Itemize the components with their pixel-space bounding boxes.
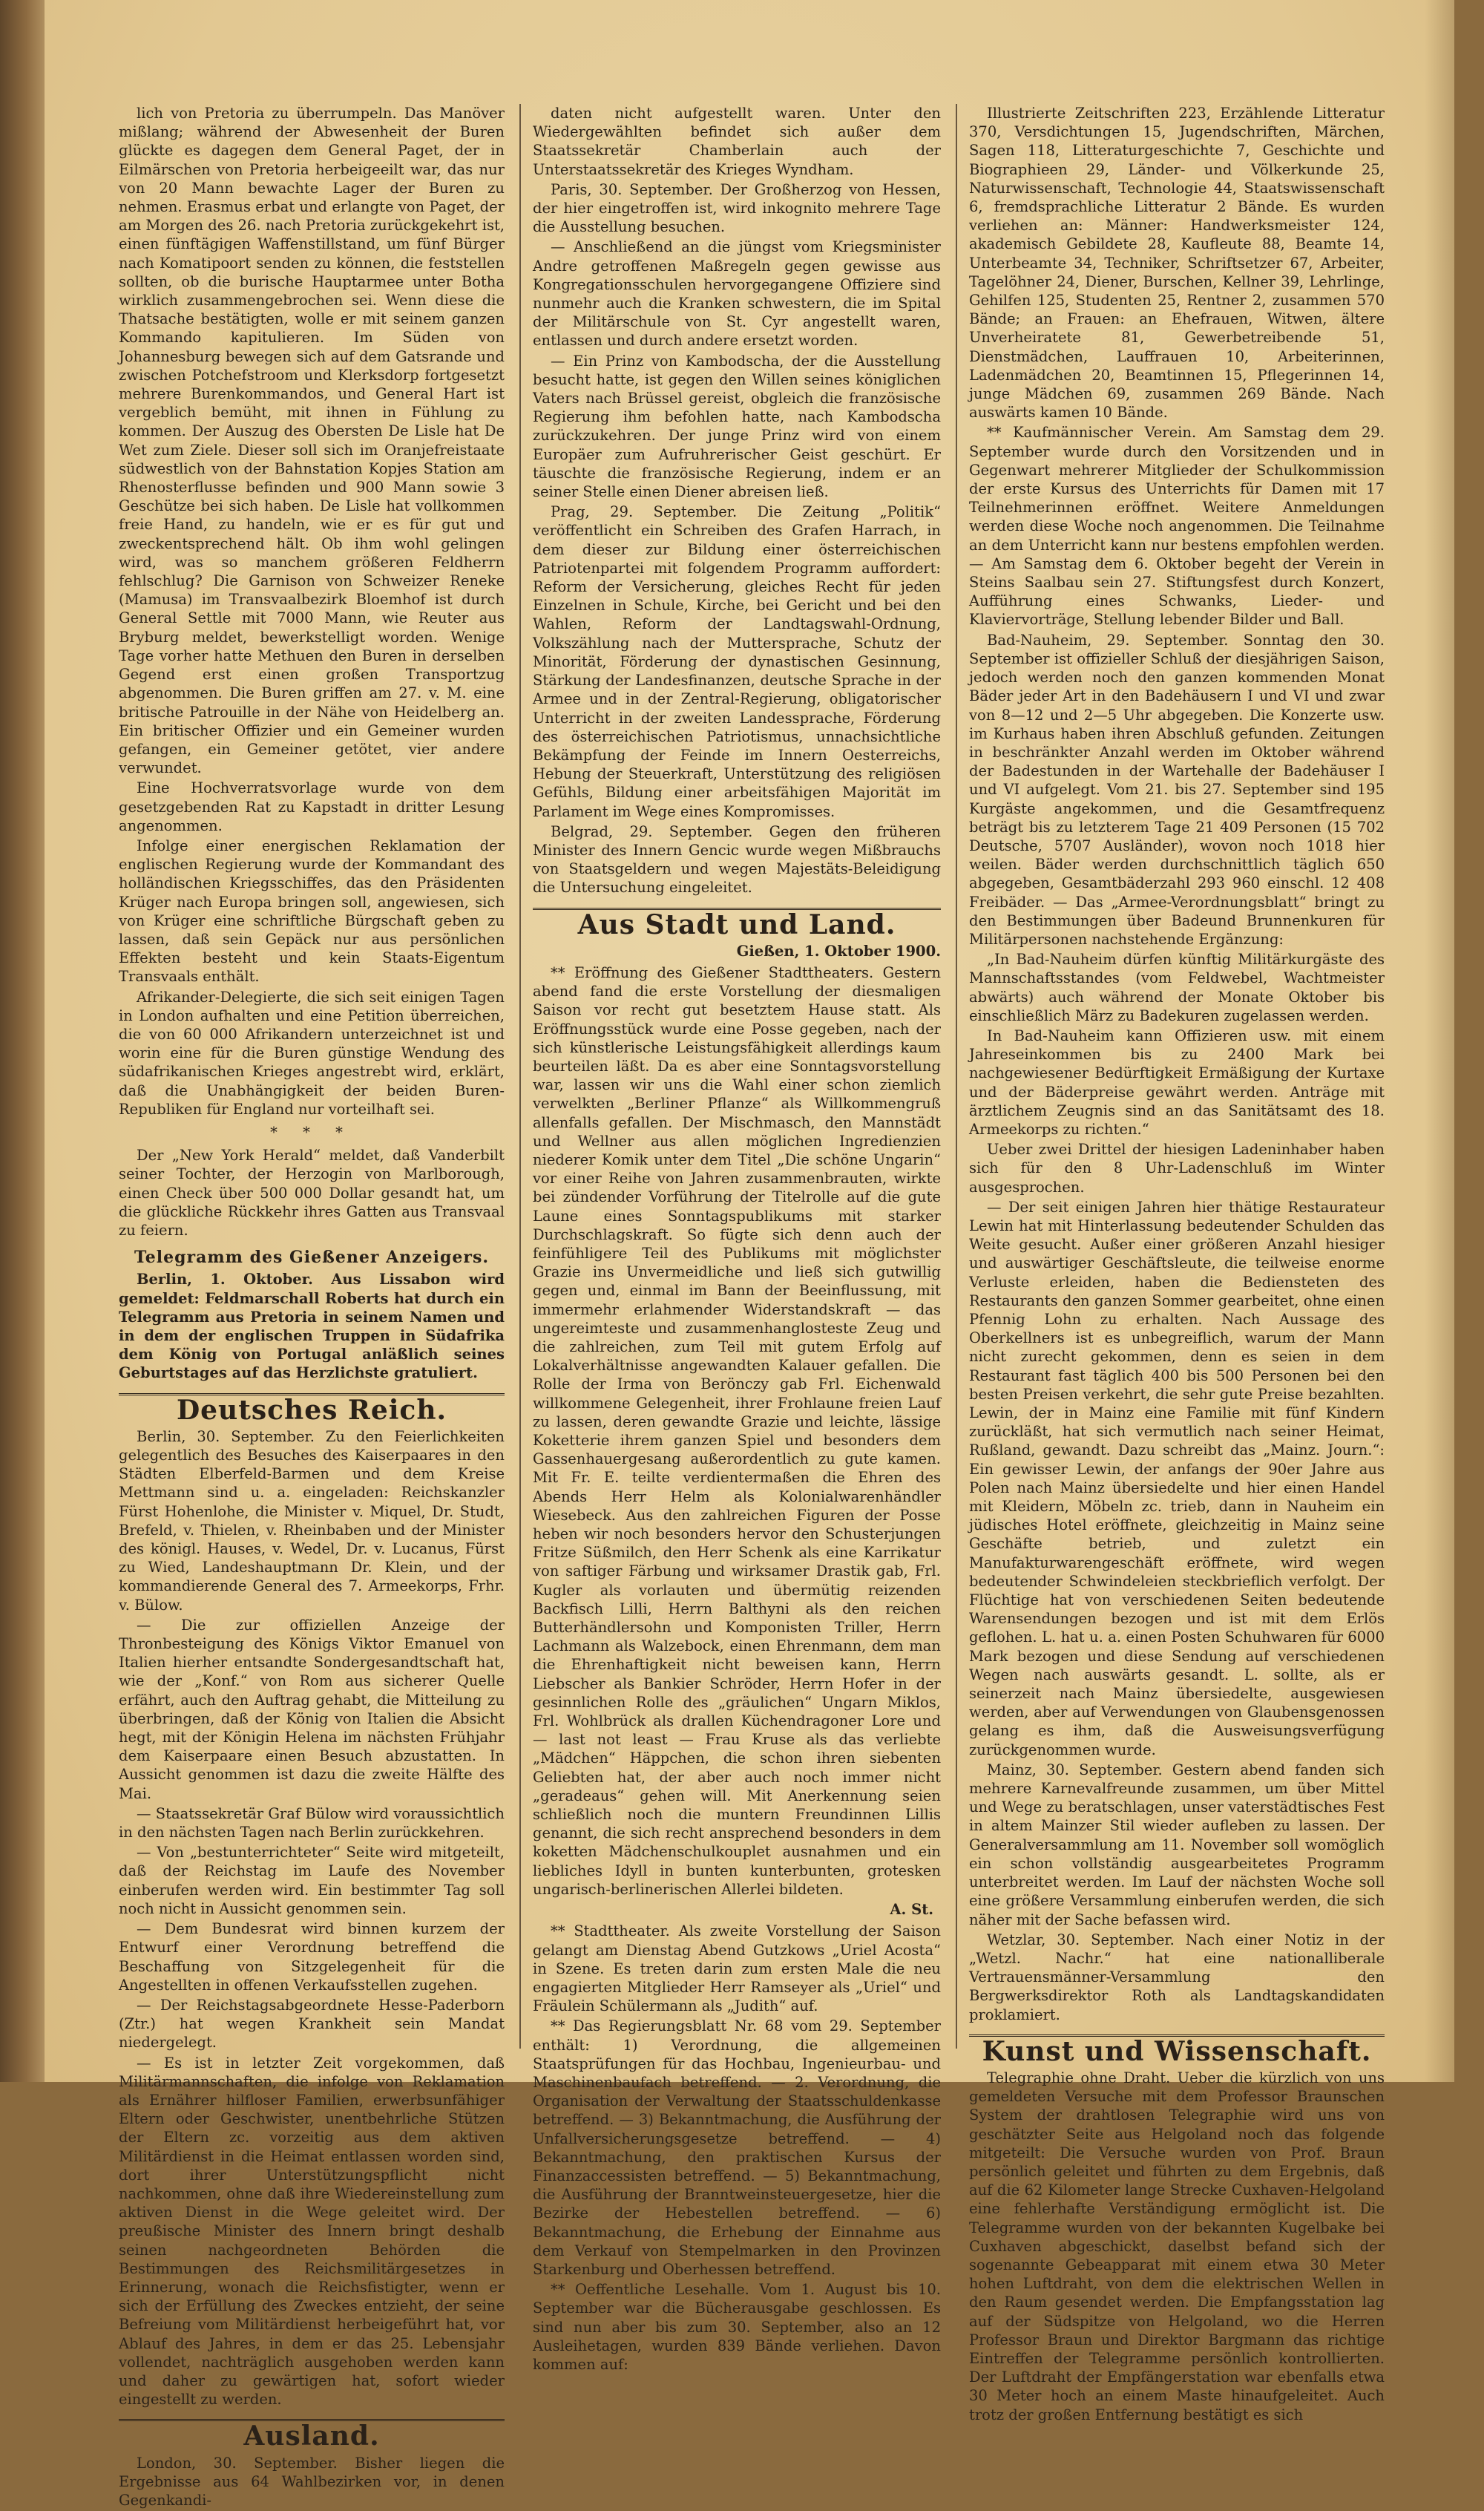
page-edge-shade <box>1425 0 1454 2082</box>
article-paragraph: — Von „bestunterrichteter“ Seite wird mitgeteilt, daß der Reichstag im Laufe des November einberufen werden wird. Ein bestimmter Tag soll noch nicht in Aussicht genommen sein. <box>119 1844 505 1917</box>
article-paragraph: daten nicht aufgestellt waren. Unter den Wiedergewählten befindet sich außer dem Staatssekretär Chamberlain auch der Unterstaatssekretär des Krieges Wyndham. <box>533 105 941 178</box>
article-paragraph: Belgrad, 29. September. Gegen den früheren Minister des Innern Gencic wurde wegen Mißbrauchs von Staatsgeldern und wegen Majestäts-Beleidigung die Untersuchung eingeleitet. <box>533 822 941 897</box>
article-paragraph: Wetzlar, 30. September. Nach einer Notiz in der „Wetzl. Nachr.“ hat eine nationalliberale Vertrauensmänner-Versammlung den Bergwerksdirektor Roth als Landtagskandidaten proklamiert. <box>969 1931 1385 2023</box>
column-2 <box>533 104 941 2375</box>
article-paragraph: — Die zur offiziellen Anzeige der Thronbesteigung des Königs Viktor Emanuel von Italien hierher entsandte Sondergesandtschaft hat, wie der „Konf.“ von Rom aus sicherer Quelle erfährt, auch den Auftrag gehabt, die Mitteilung zu überbringen, daß der König von Italien die Absicht hegt, mit der Königin Helena im nächsten Frühjahr dem Kaiserpaare einen Besuch abzustatten. In Aussicht genommen ist dazu die zweite Hälfte des Mai. <box>119 1616 505 1802</box>
article-paragraph: Mainz, 30. September. Gestern abend fanden sich mehrere Karnevalfreunde zusammen, um über Mittel und Wege zu beratschlagen, unser vaterstädtisches Fest in altem Mainzer Stil wieder aufleben zu lassen. Der Generalversammlung am 11. November soll womöglich ein schon vollständig ausgearbeitetes Programm unterbreitet werden. Im Lauf der nächsten Woche soll eine größere Versammlung einberufen werden, die sich näher mit der Sache befassen wird. <box>969 1761 1385 1928</box>
separator-stars: * * * <box>270 1123 353 1141</box>
section-heading-kunst: Kunst und Wissenschaft. <box>969 2034 1385 2061</box>
column-1 <box>119 104 505 2511</box>
author-signature: A. St. <box>890 1901 933 1919</box>
article-paragraph: — Ein Prinz von Kambodscha, der die Ausstellung besucht hatte, ist gegen den Willen seines königlichen Vaters nach Brüssel gereist, obgleich die französische Regierung ihm befohlen hatte, nach Kambodscha zurückzukehren. Der junge Prinz wird von einem Europäer zum Aufruhrerischer Geist geschürt. Er täuschte die französische Regierung, indem er an seiner Stelle einen Diener abreisen ließ. <box>533 352 941 501</box>
article-paragraph: — Staatssekretär Graf Bülow wird voraussichtlich in den nächsten Tagen nach Berlin zurückkehren. <box>119 1804 505 1841</box>
article-paragraph: Berlin, 30. September. Zu den Feierlichkeiten gelegentlich des Besuches des Kaiserpaares in den Städten Elberfeld-Barmen und dem Kreise Mettmann sind u. a. eingeladen: Reichskanzler Fürst Hohenlohe, die Minister v. Miquel, Dr. Studt, Brefeld, v. Thielen, v. Rheinbaben und der Minister des königl. Hauses, v. Wedel, Dr. v. Lucanus, Fürst zu Wied, Landeshauptmann Dr. Klein, und der kommandierende General des 7. Armeekorps, Frhr. v. Bülow. <box>119 1427 505 1614</box>
article-paragraph: Der „New York Herald“ meldet, daß Vanderbilt seiner Tochter, der Herzogin von Marlborough, einen Check über 500 000 Dollar gesandt hat, um die glückliche Rückkehr ihres Gatten aus Transvaal zu feiern. <box>119 1147 505 1239</box>
article-paragraph: Prag, 29. September. Die Zeitung „Politik“ veröffentlicht ein Schreiben des Grafen Harrach, in dem dieser zur Bildung einer österreichischen Patriotenpartei mit folgendem Programm auffordert: Reform der Versicherung, gleiches Recht für jeden Einzelnen in Schule, Kirche, bei Gericht und bei den Wahlen, Reform der Landtagswahl-Ordnung, Volkszählung nach der Muttersprache, Schutz der Minorität, Förderung der dynastischen Gesinnung, Stärkung der Landesfinanzen, deutsche Sprache in der Armee und in der Zentral-Regierung, obligatorischer Unterricht in der zweiten Landessprache, Förderung des österreichischen Patriotismus, unnachsichtliche Bekämpfung der Feinde im Innern Oesterreichs, Hebung der Steuerkraft, Unterstützung des religiösen Gefühls, Bildung einer arbeitsfähigen Majorität im Parlament im Wege eines Kompromisses. <box>533 503 941 820</box>
section-heading-ausland: Ausland. <box>119 2419 505 2446</box>
article-paragraph: „In Bad-Nauheim dürfen künftig Militärkurgäste des Mannschaftsstandes (vom Feldwebel, Wachtmeister abwärts) auch während der Monate Oktober bis einschließlich März zu Badekuren zugelassen werden. <box>969 951 1385 1024</box>
article-paragraph: ** Oeffentliche Lesehalle. Vom 1. August bis 10. September war die Bücherausgabe geschlossen. Es sind nun aber bis zum 30. September, also an 12 Ausleihetagen, wurden 839 Bände verliehen. Davon kommen auf: <box>533 2281 941 2373</box>
article-paragraph: — Der Reichstagsabgeordnete Hesse-Paderborn (Ztr.) hat wegen Krankheit sein Mandat niedergelegt. <box>119 1996 505 2052</box>
telegram-text: Berlin, 1. Oktober. Aus Lissabon wird gemeldet: Feldmarschall Roberts hat durch ein Telegramm aus Pretoria in seinem Namen und in dem der englischen Truppen in Südafrika dem König von Portugal anläßlich seines Geburtstages auf das Herzlichste gratuliert. <box>119 1271 505 1382</box>
article-paragraph: ** Das Regierungsblatt Nr. 68 vom 29. September enthält: 1) Verordnung, die allgemeinen Staatsprüfungen für das Hochbau, Ingenieurbau- und Maschinenbaufach betreffend. — 2. Verordnung, die Organisation der Verwaltung der Staatsschuldenkasse betreffend. — 3) Bekanntmachung, die Ausführung der Unfallversicherungsgesetze betreffend. — 4) Bekanntmachung, den praktischen Kursus der Finanzaccessisten betreffend. — 5) Bekanntmachung, die Ausführung der Branntweinsteuergesetze, hier die Bezirke der Hebestellen betreffend. — 6) Bekanntmachung, die Erhebung der Einnahme aus dem Verkauf von Stempelmarken in den Provinzen Starkenburg und Oberhessen betreffend. <box>533 2017 941 2278</box>
article-paragraph: Afrikander-Delegierte, die sich seit einigen Tagen in London aufhalten und eine Petition überreichen, die von 60 000 Afrikandern unterzeichnet ist und worin eine für die Buren günstige Wendung des südafrikanischen Krieges angestrebt wird, erklärt, daß die Unabhängigkeit der beiden Buren-Republiken für England nur vorteilhaft sei. <box>119 988 505 1118</box>
article-paragraph: — Anschließend an die jüngst vom Kriegsminister Andre getroffenen Maßregeln gegen gewisse aus Kongregationsschulen hervorgegangene Offiziere sind nunmehr auch die Kranken schwestern, die im Spital der Militärschule von St. Cyr angestellt waren, entlassen und durch andere ersetzt worden. <box>533 238 941 350</box>
dateline: Gießen, 1. Oktober 1900. <box>736 942 941 960</box>
article-paragraph: ** Eröffnung des Gießener Stadttheaters. Gestern abend fand die erste Vorstellung der diesmaligen Saison vor recht gut besetztem Hause statt. Als Eröffnungsstück wurde eine Posse gegeben, nach der sich künstlerische Leistungsfähigkeit allerdings kaum beurteilen läßt. Da es aber eine Sonntagsvorstellung war, lassen wir uns die Wahl einer schon ziemlich verwelkten „Berliner Pflanze“ als Willkommengruß allenfalls gefallen. Der Mischmasch, den Mannstädt und Wellner aus allen möglichen Ingredienzien niederer Komik unter dem Titel „Die schöne Ungarin“ vor einer Reihe von Jahren zusammenbrauten, wirkte bei zündender Vorführung der Titelrolle auf die gute Laune eines Sonntagspublikums mit starker Durchschlagskraft. So fügte sich denn auch der feinfühligere Teil des Publikums mit möglichster Grazie ins Unvermeidliche und ließ sich gutwillig gegen und, einmal im Bann der Beeinflussung, mit immermehr erlahmender Widerstandskraft — das ungereimteste und zusammenhanglosteste Zeug und die zahlreichen, zum Teil mit gutem Erfolg auf Lokalverhältnisse angewandten Kalauer gefallen. Die Rolle der Irma von Berönczy gab Frl. Eichenwald willkommene Gelegenheit, ihrer Frohlaune freien Lauf zu lassen, deren gewandte Grazie und leichte, lässige Koketterie ihrem ganzen Spiel und besonders dem Gassenhauergesang außerordentlich zu gute kamen. Mit Fr. E. teilte verdientermaßen die Ehren des Abends Herr Helm als Kolonialwarenhändler Wiesebeck. Aus den zahlreichen Figuren der Posse heben wir noch besonders hervor den Schusterjungen Fritze Süßmilch, den Herr Schenk als eine Karrikatur von saftiger Färbung und wirksamer Drastik gab, Frl. Kugler als vorlauten und übermütig reizenden Backfisch Lilli, Herrn Balthyni als den reichen Butterhändlersohn und Komponisten Triller, Herrn Lachmann als Walzebock, einen Ehrenmann, dem man die Ehrenhaftigkeit nicht beweisen kann, Herrn Liebscher als Bankier Schröder, Herrn Hofer in der gesinnlichen Rolle des „gräulichen“ Ungarn Miklos, Frl. Wohlbrück als drallen Küchendragoner Lore und — last not least — Frau Kruse als das verliebte „Mädchen“ Häppchen, die schon ihren siebenten Geliebten hat, der aber auch noch immer nicht „geradeaus“ gehen will. Mit Anerkennung seien schließlich noch die muntern Freundinnen Lillis genannt, die sich recht ansprechend besonders in dem koketten Mädchenschulkouplet ausnahmen und ein liebliches Idyll in bunten kunterbunten, grotesken ungarisch-berlinerischen Allerlei bildeten. <box>533 963 941 1898</box>
article-paragraph: — Es ist in letzter Zeit vorgekommen, daß Militärmannschaften, die infolge von Reklamation als Ernährer hilfloser Familien, erwerbsunfähiger Eltern oder Geschwister, unentbehrliche Stützen der Eltern zc. vorzeitig aus dem aktiven Militärdienst in die Heimat entlassen worden sind, dort ihrer Unterstützungspflicht nicht nachkommen, ohne daß ihre Wiedereinstellung zum aktiven Dienst in die Wege geleitet wird. Der preußische Minister des Innern bringt deshalb seinen nachgeordneten Behörden die Bestimmungen des Reichsmilitärgesetzes in Erinnerung, wonach die Reichsfistigter, wenn er sich der Erfüllung des Zweckes entzieht, der seine Befreiung vom Militärdienst herbeigeführt hat, vor Ablauf des Jahres, in dem er das 25. Lebensjahr vollendet, nachträglich ausgehoben werden kann und daher zu gewärtigen hat, sofort wieder eingestellt zu werden. <box>119 2054 505 2409</box>
article-paragraph: Paris, 30. September. Der Großherzog von Hessen, der hier eingetroffen ist, wird inkognito mehrere Tage die Ausstellung besuchen. <box>533 180 941 236</box>
article-paragraph: Telegraphie ohne Draht. Ueber die kürzlich von uns gemeldeten Versuche mit dem Professor Braunschen System der drahtlosen Telegraphie wird uns von geschätzter Seite aus Helgoland noch das folgende mitgeteilt: Die Versuche wurden von Prof. Braun persönlich geleitet und führten zu dem Ergebnis, daß auf die 62 Kilometer lange Strecke Cuxhaven-Helgoland eine fehlerhafte Verständigung ermöglicht ist. Die Telegramme wurden von der bekannten Kugelbake bei Cuxhaven abgeschickt, daselbst befand sich der sogenannte Gebeapparat mit einem etwa 30 Meter hohen Luftdraht, von dem die elektrischen Wellen in den Raum gesendet werden. Die Empfangsstation lag auf der Südspitze von Helgoland, wo die Herren Professor Braun und Direktor Bargmann das richtige Eintreffen der Telegramme persönlich kontrollierten. Der Luftdraht der Empfängerstation war ebenfalls etwa 30 Meter hoch an einem Maste hinaufgeleitet. Auch trotz der großen Entfernung bestätigt es sich <box>969 2069 1385 2423</box>
article-paragraph: Ueber zwei Drittel der hiesigen Ladeninhaber haben sich für den 8 Uhr-Ladenschluß im Winter ausgesprochen. <box>969 1141 1385 1196</box>
article-paragraph: ** Stadttheater. Als zweite Vorstellung der Saison gelangt am Dienstag Abend Gutzkows „Uriel Acosta“ in Szene. Es treten darin zum ersten Male die neu engagierten Mitglieder Herr Ramseyer als „Uriel“ und Fräulein Schülermann als „Judith“ auf. <box>533 1922 941 2015</box>
section-heading-reich: Deutsches Reich. <box>119 1393 505 1420</box>
telegram-title: Telegramm des Gießener Anzeigers. <box>134 1248 490 1268</box>
article-paragraph: In Bad-Nauheim kann Offizieren usw. mit einem Jahreseinkommen bis zu 2400 Mark bei nachgewiesener Bedürftigkeit Ermäßigung der Kurtaxe und der Bäderpreise gewährt werden. Anträge mit ärztlichem Zeugnis sind an das Sanitätsamt des 18. Armeekorps zu richten.“ <box>969 1027 1385 1138</box>
article-paragraph: Illustrierte Zeitschriften 223, Erzählende Litteratur 370, Versdichtungen 15, Jugendschriften, Märchen, Sagen 118, Litteraturgeschichte 7, Geschichte und Biographieen 29, Länder- und Völkerkunde 25, Naturwissenschaft, Technologie 44, Staatswissenschaft 6, fremdsprachliche Litteratur 2 Bände. Es wurden verliehen an: Männer: Handwerksmeister 124, akademisch Gebildete 28, Kaufleute 88, Beamte 14, Unterbeamte 34, Techniker, Schriftsetzer 67, Arbeiter, Tagelöhner 24, Diener, Burschen, Kellner 39, Lehrlinge, Gehilfen 125, Studenten 25, Rentner 2, zusammen 570 Bände; an Frauen: an Ehefrauen, Witwen, ältere Unverheiratete 81, Gewerbetreibende 51, Dienstmädchen, Lauffrauen 10, Arbeiterinnen, Ladenmädchen 20, Beamtinnen 15, Pflegerinnen 14, junge Mädchen 69, zusammen 269 Bände. Nach auswärts kamen 10 Bände. <box>969 105 1385 422</box>
column-rule <box>519 104 521 2049</box>
article-paragraph: — Dem Bundesrat wird binnen kurzem der Entwurf einer Verordnung betreffend die Beschaffung von Sitzgelegenheit für die Angestellten in offenen Verkaufsstellen zugehen. <box>119 1920 505 1994</box>
column-rule <box>956 104 957 2049</box>
section-heading-stadt: Aus Stadt und Land. <box>533 908 941 934</box>
column-3 <box>969 104 1385 2426</box>
article-paragraph: ** Kaufmännischer Verein. Am Samstag dem 29. September wurde durch den Vorsitzenden und in Gegenwart mehrerer Mitglieder der Schulkommission der erste Kursus des Unterrichts für Damen mit 17 Teilnehmerinnen eröffnet. Weitere Anmeldungen werden diese Woche noch angenommen. Die Teilnahme an dem Unterricht kann nur bestens empfohlen werden. — Am Samstag dem 6. Oktober begeht der Verein in Steins Saalbau sein 27. Stiftungsfest durch Konzert, Aufführung eines Schwanks, Lieder- und Klaviervorträge, Stellung lebender Bilder und Ball. <box>969 424 1385 629</box>
article-paragraph: Eine Hochverratsvorlage wurde von dem gesetzgebenden Rat zu Kapstadt in dritter Lesung angenommen. <box>119 779 505 834</box>
article-paragraph: lich von Pretoria zu überrumpeln. Das Manöver mißlang; während der Abwesenheit der Buren glückte es dagegen dem General Paget, der in Eilmärschen von Pretoria herbeigeeilt war, das nur von 20 Mann bewachte Lager der Buren zu nehmen. Erasmus erbat und erlangte von Paget, der am Morgen des 26. nach Pretoria zurückgekehrt ist, einen fünftägigen Waffenstillstand, um fünf Bürger nach Komatipoort senden zu können, die feststellen sollten, ob die burische Hauptarmee unter Botha wirklich zusammengebrochen sei. Wenn diese die Thatsache bestätigten, wolle er mit seinem ganzen Kommando kapitulieren. Im Süden von Johannesburg bewegen sich auf dem Gatsrande und zwischen Potchefstroom und Klerksdorp fortgesetzt mehrere Burenkommandos, und General Hart ist vergeblich bemüht, mit ihnen in Fühlung zu kommen. Der Auszug des Obersten De Lisle hat De Wet zum Ziele. Dieser soll sich im Oranjefreistaate südwestlich von der Bahnstation Kopjes Station am Rhenosterflusse befinden und 900 Mann sowie 3 Geschütze bei sich haben. De Lisle hat vollkommen freie Hand, zu handeln, wie er es für gut und zweckentsprechend hält. Ob ihm wohl gelingen wird, was so manchem größeren Feldherrn fehlschlug? Die Garnison von Schweizer Reneke (Mamusa) im Transvaalbezirk Bloemhof ist durch General Settle mit 7000 Mann, wie Reuter aus Bryburg meldet, bewerkstelligt worden. Wenige Tage vorher hatte Methuen den Buren in derselben Gegend erst einen großen Transportzug abgenommen. Die Buren griffen am 27. v. M. eine britische Patrouille in der Nähe von Heidelberg an. Ein britischer Offizier und ein Gemeiner wurden gefangen, ein Gemeiner getötet, vier andere verwundet. <box>119 105 505 777</box>
article-paragraph: Infolge einer energischen Reklamation der englischen Regierung wurde der Kommandant des holländischen Kriegsschiffes, das den Präsidenten Krüger nach Europa bringen soll, angewiesen, sich von Krüger eine schriftliche Bürgschaft geben zu lassen, daß sein Gepäck nur aus persönlichen Effekten besteht und kein Staats-Eigentum Transvaals enthält. <box>119 837 505 986</box>
article-paragraph: Bad-Nauheim, 29. September. Sonntag den 30. September ist offizieller Schluß der diesjährigen Saison, jedoch werden noch den ganzen kommenden Monat Bäder jeder Art in den Badehäusern I und VI und zwar von 8—12 und 2—5 Uhr abgegeben. Die Konzerte usw. im Kurhaus haben ihren Abschluß gefunden. Zeitungen in beschränkter Anzahl werden im Oktober während der Badestunden in der Wartehalle der Badehäuser I und VI aufgelegt. Vom 21. bis 27. September sind 195 Kurgäste angekommen, und die Gesamtfrequenz beträgt bis zu letzterem Tage 21 409 Personen (15 702 Deutsche, 5707 Ausländer), wovon noch 1018 hier weilen. Bäder werden durchschnittlich täglich 650 abgegeben, Gesamtbäderzahl 293 960 einschl. 12 408 Freibäder. — Das „Armee-Verordnungsblatt“ bringt zu den Bestimmungen über Badeund Brunnenkuren für Militärpersonen nachstehende Ergänzung: <box>969 631 1385 948</box>
article-paragraph: London, 30. September. Bisher liegen die Ergebnisse aus 64 Wahlbezirken vor, in denen Gegenkandi- <box>119 2454 505 2509</box>
article-paragraph: — Der seit einigen Jahren hier thätige Restaurateur Lewin hat mit Hinterlassung bedeutender Schulden das Weite gesucht. Außer einer größeren Anzahl hiesiger und auswärtiger Geschäftsleute, die teilweise enorme Verluste erleiden, haben die Bediensteten des Restaurants den ganzen Sommer gearbeitet, ohne einen Pfennig Lohn zu erhalten. Nach Aussage des Oberkellners ist es unbegreiflich, warum der Mann nicht zurecht gekommen, denn es seien in dem Restaurant fast täglich 400 bis 500 Personen bei den besten Preisen verkehrt, die sehr gute Preise bezahlten. Lewin, der in Mainz eine Familie mit fünf Kindern zurückläßt, hat sich vermutlich nach seiner Heimat, Rußland, gewandt. Dazu schreibt das „Mainz. Journ.“: Ein gewisser Lewin, der anfangs der 90er Jahre aus Polen nach Mainz übersiedelte und hier einen Handel mit Kleidern, Möbeln zc. trieb, dann in Nauheim ein jüdisches Hotel eröffnete, gleichzeitig in Mainz seine Geschäfte betrieb, und zuletzt ein Manufakturwarengeschäft eröffnete, wird wegen bedeutender Schwindeleien steckbrieflich verfolgt. Der Flüchtige hat von verschiedenen Seiten bedeutende Warensendungen bezogen und ist mit dem Erlös geflohen. L. hat u. a. einen Posten Schuhwaren für 6000 Mark bezogen und diese Sendung auf verschiedenen Wegen nach auswärts gesandt. L. sollte, als er seinerzeit nach Mainz übersiedelte, ausgewiesen werden, aber auf Verwendungen von Glaubensgenossen gelang es ihm, daß die Ausweisungsverfügung zurückgenommen wurde. <box>969 1198 1385 1758</box>
